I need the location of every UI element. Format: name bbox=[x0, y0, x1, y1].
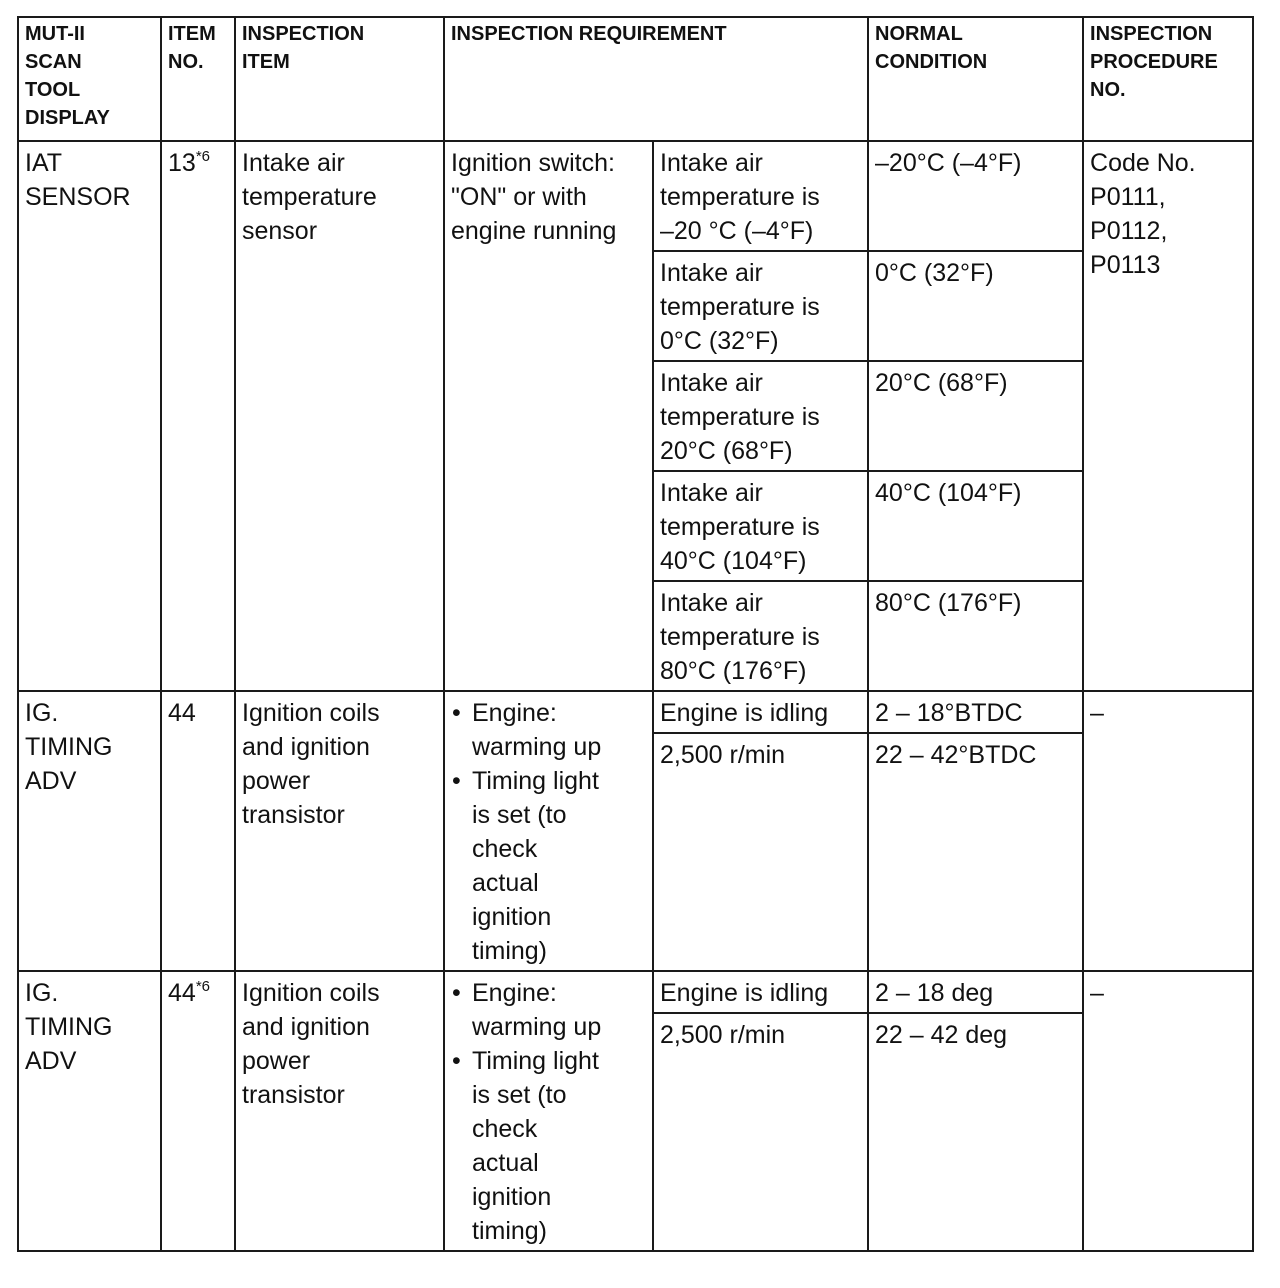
scan-tool-display-cell: IG. TIMING ADV bbox=[18, 691, 161, 971]
normal-condition-cell: –20°C (–4°F) bbox=[868, 141, 1083, 251]
scan-tool-display-cell: IAT SENSOR bbox=[18, 141, 161, 691]
normal-condition-cell: 80°C (176°F) bbox=[868, 581, 1083, 691]
table-row bbox=[18, 971, 1253, 1013]
condition-bullet: • Engine: warming up bbox=[451, 696, 646, 764]
condition-bullet: • Timing light is set (to check actual ignition timing) bbox=[451, 764, 646, 968]
normal-condition-cell: 22 – 42 deg bbox=[868, 1013, 1083, 1251]
procedure-no-cell: – bbox=[1083, 971, 1253, 1251]
item-no-cell bbox=[161, 141, 235, 691]
requirement-cell: 2,500 r/min bbox=[653, 1013, 868, 1251]
requirement-cell: Engine is idling bbox=[653, 971, 868, 1013]
normal-condition-cell: 22 – 42°BTDC bbox=[868, 733, 1083, 971]
normal-condition-cell: 20°C (68°F) bbox=[868, 361, 1083, 471]
condition-bullet: • Engine: warming up bbox=[451, 976, 646, 1044]
inspection-item-cell: Intake air temperature sensor bbox=[235, 141, 444, 691]
requirement-cell: Intake air temperature is 80°C (176°F) bbox=[653, 581, 868, 691]
inspection-item-cell: Ignition coils and ignition power transistor bbox=[235, 691, 444, 971]
procedure-no-cell: Code No. P0111, P0112, P0113 bbox=[1083, 141, 1253, 691]
inspection-condition-cell bbox=[444, 971, 653, 1251]
normal-condition-cell: 2 – 18°BTDC bbox=[868, 691, 1083, 733]
normal-condition-cell: 0°C (32°F) bbox=[868, 251, 1083, 361]
requirement-cell: 2,500 r/min bbox=[653, 733, 868, 971]
header-procedure-no: INSPECTION PROCEDURE NO. bbox=[1083, 17, 1253, 141]
requirement-cell: Engine is idling bbox=[653, 691, 868, 733]
header-normal-condition: NORMAL CONDITION bbox=[868, 17, 1083, 141]
requirement-cell: Intake air temperature is 20°C (68°F) bbox=[653, 361, 868, 471]
item-no: 13 bbox=[168, 149, 196, 177]
inspection-condition-cell: Ignition switch: "ON" or with engine running bbox=[444, 141, 653, 691]
header-row bbox=[18, 17, 1253, 141]
procedure-no-cell: – bbox=[1083, 691, 1253, 971]
requirement-cell: Intake air temperature is –20 °C (–4°F) bbox=[653, 141, 868, 251]
item-no: 44 bbox=[168, 979, 196, 1007]
item-no-footnote: *6 bbox=[195, 978, 210, 995]
table-row bbox=[18, 141, 1253, 251]
item-no-cell bbox=[161, 691, 235, 971]
header-scan-tool-display: MUT-II SCAN TOOL DISPLAY bbox=[18, 17, 161, 141]
item-no-cell bbox=[161, 971, 235, 1251]
inspection-item-cell: Ignition coils and ignition power transistor bbox=[235, 971, 444, 1251]
inspection-condition-cell bbox=[444, 691, 653, 971]
header-item-no: ITEM NO. bbox=[161, 17, 235, 141]
header-inspection-item: INSPECTION ITEM bbox=[235, 17, 444, 141]
inspection-table bbox=[17, 16, 1254, 1252]
item-no: 44 bbox=[168, 699, 196, 727]
item-no-footnote: *6 bbox=[195, 148, 210, 165]
table-row bbox=[18, 691, 1253, 733]
condition-bullet: • Timing light is set (to check actual ignition timing) bbox=[451, 1044, 646, 1248]
normal-condition-cell: 2 – 18 deg bbox=[868, 971, 1083, 1013]
scan-tool-display-cell: IG. TIMING ADV bbox=[18, 971, 161, 1251]
header-inspection-requirement: INSPECTION REQUIREMENT bbox=[444, 17, 868, 141]
normal-condition-cell: 40°C (104°F) bbox=[868, 471, 1083, 581]
requirement-cell: Intake air temperature is 40°C (104°F) bbox=[653, 471, 868, 581]
requirement-cell: Intake air temperature is 0°C (32°F) bbox=[653, 251, 868, 361]
